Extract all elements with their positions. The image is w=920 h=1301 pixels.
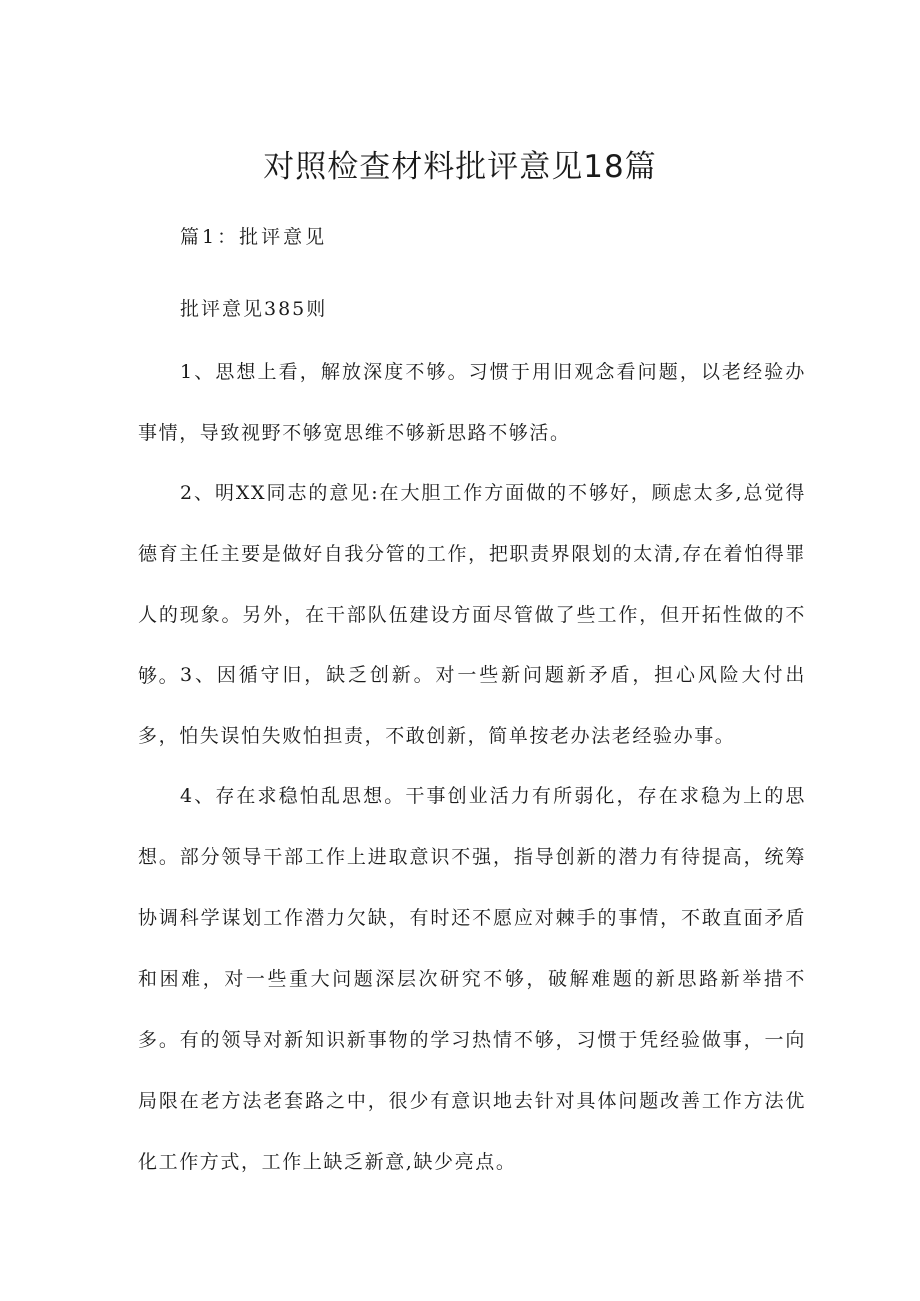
section-heading: 篇1：批评意见 — [180, 226, 328, 248]
paragraph-1: 1、思想上看，解放深度不够。习惯于用旧观念看问题，以老经验办事情，导致视野不够宽思维不够新思路不够活。 — [138, 361, 806, 444]
subheading: 批评意见385则 — [180, 298, 328, 320]
paragraph-4: 4、存在求稳怕乱思想。干事创业活力有所弱化，存在求稳为上的思想。部分领导干部工作上进取意识不强，指导创新的潜力有待提高，统筹协调科学谋划工作潜力欠缺，有时还不愿应对棘手的事情，不敢直面矛盾和困难，对一些重大问题深层次研究不够，破解难题的新思路新举措不多。有的领导对新知识新事物的学习热情不够，习惯于凭经验做事，一向局限在老方法老套路之中，很少有意识地去针对具体问题改善工作方法优化工作方式，工作上缺乏新意,缺少亮点。 — [138, 785, 806, 1173]
document-title: 对照检查材料批评意见18篇 — [263, 149, 657, 185]
paragraph-3: 3、因循守旧，缺乏创新。对一些新问题新矛盾，担心风险大付出多，怕失误怕失败怕担责，不敢创新，简单按老办法老经验办事。 — [138, 664, 806, 747]
paragraph-2: 2、明XX同志的意见:在大胆工作方面做的不够好，顾虑太多,总觉得德育主任主要是做好自我分管的工作，把职责界限划的太清,存在着怕得罪人的现象。另外，在干部队伍建设方面尽管做了些工作，但开拓性做的不够。 — [138, 482, 806, 687]
